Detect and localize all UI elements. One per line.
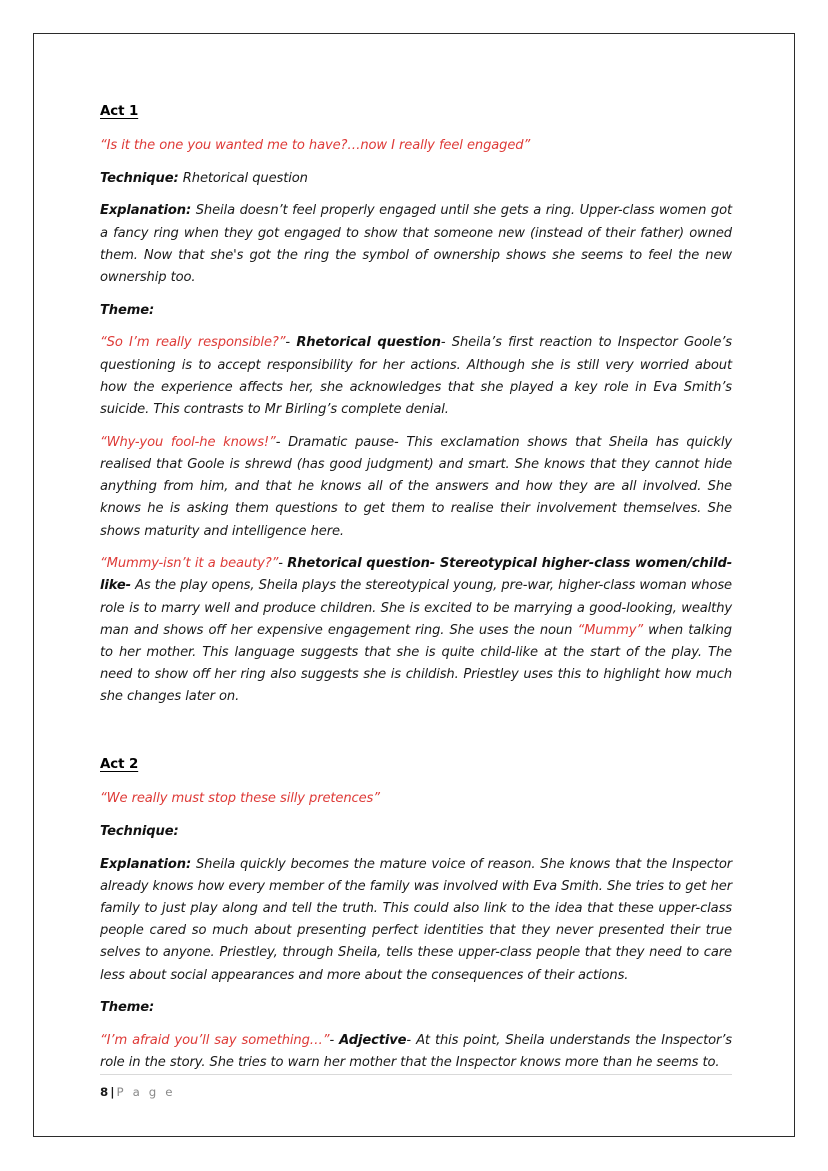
entry-analysis: This exclamation shows that Sheila has quickly realised that Goole is shrewd (has good judgment) and smart. She knows that they cannot hide anything from him, and that he knows all of the answers and how they are all involved. She knows he is asking them questions to get them to realise their involvement themselves. She shows maturity and intelligence here. — [100, 434, 733, 539]
act-1-technique — [100, 168, 732, 190]
entry-quote: “Mummy-isn’t it a beauty?” — [100, 556, 279, 572]
explanation-value: Sheila quickly becomes the mature voice of reason. She knows that the Inspector already knows how every member of the family was involved with Eva Smith. She tries to get her family to just play along and tell the truth. This could also link to the idea that these upper-class people cared so much about presenting perfect identities that they never presented their true selves to anyone. Priestley, through Sheila, tells these upper-class people that they need to care less about social appearances and more about the consequences of their actions. — [100, 856, 732, 983]
document-page — [33, 33, 795, 1137]
act-1-main-quote-text: “Is it the one you wanted me to have?…now I really feel engaged” — [100, 138, 531, 153]
page-footer — [100, 1074, 732, 1100]
footer-divider — [100, 1074, 732, 1075]
entry-analysis-part1: As the play opens, Sheila plays the stereotypical young, pre-war, higher-class woman whose role is to marry well and produce children. She is excited to be marrying a good-looking, wealthy man and shows off her expensive engagement ring. She uses the noun — [100, 578, 732, 638]
act-1-theme — [100, 300, 732, 322]
act-1-entry-1 — [100, 332, 732, 421]
theme-label: Theme: — [100, 302, 155, 318]
entry-dash-before: - — [278, 556, 288, 572]
act-2-heading: Act 2 — [100, 757, 139, 773]
act-2-main-quote-text: “We really must stop these silly pretences” — [100, 791, 380, 807]
explanation-label: Explanation: — [100, 203, 192, 219]
act-1-explanation — [100, 200, 732, 289]
technique-value: Rhetorical question — [178, 170, 308, 186]
technique-label: Technique: — [100, 170, 179, 186]
act-2-entry-1 — [100, 1030, 732, 1074]
entry-dash-before: - — [275, 434, 289, 450]
footer-separator: | — [110, 1085, 115, 1099]
entry-technique: Dramatic pause — [288, 434, 395, 450]
act-1-entry-2 — [100, 432, 732, 543]
entry-analysis: At this point, Sheila understands the Inspector’s role in the story. She tries to warn her mother that the Inspector knows more than he seems to. — [100, 1033, 733, 1071]
entry-dash-after: - — [440, 335, 452, 351]
entry-quote: “I’m afraid you’ll say something…” — [100, 1033, 330, 1048]
footer-page-word: P a g e — [116, 1085, 176, 1099]
act-2-explanation — [100, 854, 732, 987]
act-1-main-quote — [100, 135, 732, 157]
act-1-entry-3 — [100, 553, 732, 708]
act-2-theme — [100, 997, 732, 1019]
section-spacer — [100, 719, 732, 755]
entry-dash-after: - — [406, 1033, 417, 1048]
entry-technique: Rhetorical question- Stereotypical higher-class women/child-like- — [100, 556, 733, 594]
entry-dash-after: - — [394, 434, 407, 450]
entry-dash-before: - — [329, 1033, 340, 1048]
entry-analysis: Sheila’s first reaction to Inspector Goole’s questioning is to accept responsibility for her actions. Although she is still very worried about how the experience affects her, she acknowledges that she played a key role in Eva Smith’s suicide. This contrasts to Mr Birling’s complete denial. — [100, 335, 733, 418]
act-1-heading: Act 1 — [100, 104, 139, 119]
footer-page-number: 8 — [100, 1085, 109, 1099]
entry-quote: “Why-you fool-he knows!” — [100, 434, 276, 450]
act-2-main-quote — [100, 788, 732, 810]
entry-quote: “So I’m really responsible?” — [100, 335, 286, 351]
footer-page-indicator — [100, 1084, 732, 1100]
entry-dash-before: - — [285, 335, 297, 351]
entry-technique: Rhetorical question — [296, 335, 441, 351]
explanation-label: Explanation: — [100, 856, 192, 872]
act-2-technique — [100, 821, 732, 843]
theme-label: Theme: — [100, 1000, 155, 1016]
document-body — [100, 102, 732, 1074]
entry-inline-quote: “Mummy” — [577, 622, 644, 638]
entry-technique: Adjective — [339, 1033, 407, 1048]
entry-analysis-part2: when talking to her mother. This language suggests that she is quite child-like at the start of the play. The need to show off her ring also suggests she is childish. Priestley uses this to highlight how much she changes later on. — [100, 622, 732, 705]
explanation-value: Sheila doesn’t feel properly engaged until she gets a ring. Upper-class women got a fancy ring when they got engaged to show that someone new (instead of their father) owned them. Now that she's got the ring the symbol of ownership shows she seems to feel the new ownership too. — [100, 203, 732, 286]
technique-label: Technique: — [100, 823, 179, 839]
